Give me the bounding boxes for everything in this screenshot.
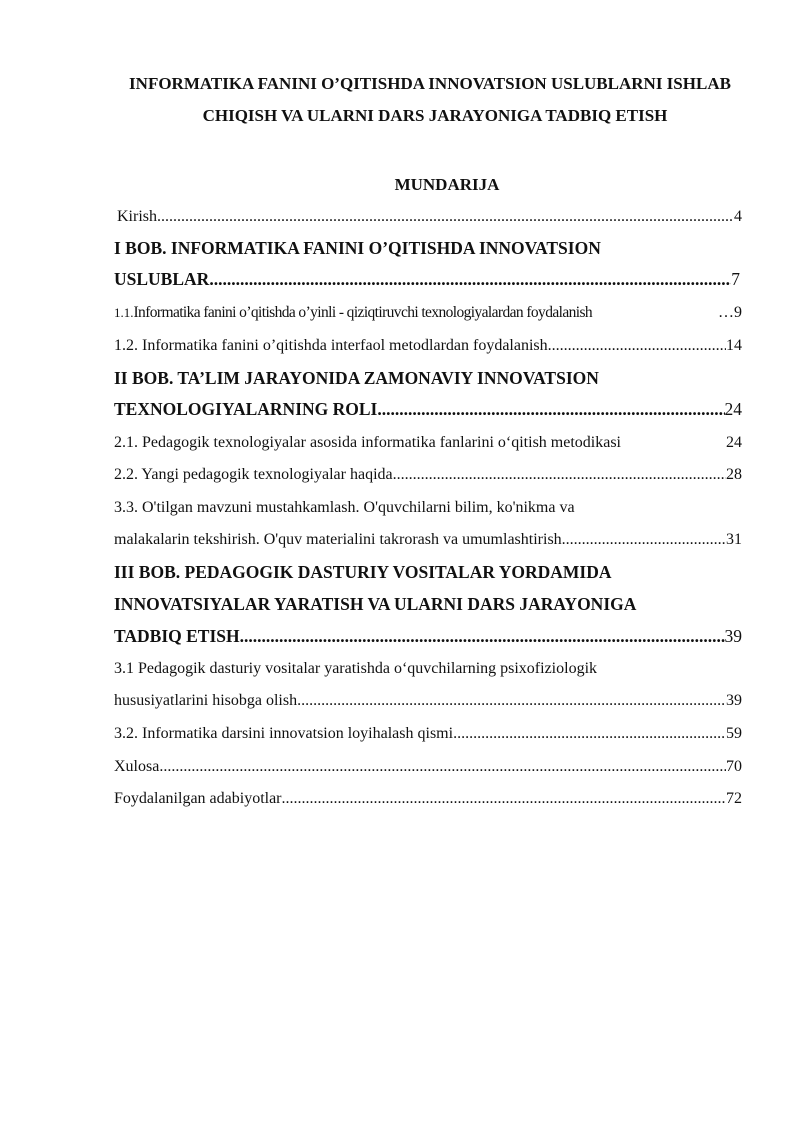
dot-leader	[453, 724, 726, 744]
toc-entry-text: TEXNOLOGIYALARNING ROLI	[114, 399, 378, 419]
toc-page-number: 39	[724, 626, 742, 646]
document-title-line2: CHIQISH VA ULARNI DARS JARAYONIGA TADBIQ ETISH	[202, 106, 668, 125]
toc-section-3-1-line2	[114, 691, 742, 711]
dot-leader	[282, 789, 726, 809]
dot-leader: …	[718, 304, 734, 321]
toc-entry-text: Foydalanilgan adabiyotlar	[114, 790, 282, 807]
toc-entry-text: Kirish	[117, 208, 157, 225]
toc-entry-text: hususiyatlarini hisobga olish	[114, 692, 298, 709]
toc-heading: MUNDARIJA	[394, 175, 500, 194]
toc-page-number: 72	[726, 790, 742, 807]
toc-page-number: 9	[734, 304, 742, 321]
toc-page-number: 24	[724, 399, 742, 419]
dot-leader	[393, 465, 726, 485]
toc-entry-text: 3.2. Informatika darsini innovatsion loyihalash qismi	[114, 725, 454, 742]
dot-leader	[159, 757, 726, 777]
toc-entry-text: USLUBLAR	[114, 269, 210, 289]
document-title-line1: INFORMATIKA FANINI O’QITISHDA INNOVATSION USLUBLARNI ISHLAB	[129, 74, 731, 93]
toc-entry-kirish	[117, 207, 742, 227]
toc-entry-text: 2.2. Yangi pedagogik texnologiyalar haqida	[114, 466, 393, 483]
toc-section-2-1	[114, 433, 742, 453]
toc-section-number: 1.1.	[114, 305, 134, 320]
toc-section-1-2	[114, 336, 742, 356]
dot-leader	[562, 530, 726, 550]
dot-leader	[377, 399, 724, 419]
toc-entry-text: malakalarin tekshirish. O'quv materialini takrorash va umumlashtirish	[114, 531, 562, 548]
dot-leader	[240, 626, 725, 646]
toc-page-number: 7	[731, 269, 740, 289]
toc-page-number: 4	[734, 208, 742, 225]
toc-entry-references	[114, 789, 742, 809]
toc-section-1-1	[114, 303, 742, 323]
toc-chapter2-line1: II BOB. TA’LIM JARAYONIDA ZAMONAVIY INNOVATSION	[114, 368, 599, 388]
toc-entry-text: Xulosa	[114, 758, 160, 775]
toc-section-3-3-line2	[114, 530, 742, 550]
toc-chapter3-line2: INNOVATSIYALAR YARATISH VA ULARNI DARS JARAYONIGA	[114, 594, 637, 614]
toc-entry-xulosa	[114, 757, 742, 777]
toc-page-number: 59	[726, 725, 742, 742]
dot-leader	[297, 691, 726, 711]
toc-chapter2-line2	[114, 399, 742, 419]
toc-entry-text: Informatika fanini o’qitishda o’yinli - qiziqtiruvchi texnologiyalardan foydalanish	[133, 304, 593, 321]
toc-page-number: 14	[726, 337, 742, 354]
toc-entry-text: 1.2. Informatika fanini o’qitishda interfaol metodlardan foydalanish	[114, 337, 548, 354]
toc-section-3-2	[114, 724, 742, 744]
toc-page-number: 70	[726, 758, 742, 775]
dot-leader	[209, 269, 731, 289]
toc-page-number: 39	[726, 692, 742, 709]
toc-page-number: 28	[726, 466, 742, 483]
toc-section-2-2	[114, 465, 742, 485]
toc-section-3-1-line1: 3.1 Pedagogik dasturiy vositalar yaratishda o‘quvchilarning psixofiziologik	[114, 660, 598, 677]
dot-leader	[548, 336, 726, 356]
toc-chapter1-line2	[114, 269, 740, 289]
toc-chapter1-line1: I BOB. INFORMATIKA FANINI O’QITISHDA INNOVATSION	[114, 238, 601, 258]
toc-page-number: 24	[726, 434, 742, 451]
toc-entry-text: 2.1. Pedagogik texnologiyalar asosida informatika fanlarini o‘qitish metodikasi	[114, 434, 621, 451]
toc-chapter3-line3	[114, 626, 742, 646]
toc-entry-text: TADBIQ ETISH	[114, 626, 240, 646]
dot-leader	[157, 207, 734, 227]
toc-section-3-3-line1: 3.3. O'tilgan mavzuni mustahkamlash. O'quvchilarni bilim, ko'nikma va	[114, 499, 575, 516]
toc-page-number: 31	[726, 531, 742, 548]
toc-chapter3-line1: III BOB. PEDAGOGIK DASTURIY VOSITALAR YORDAMIDA	[114, 562, 612, 582]
